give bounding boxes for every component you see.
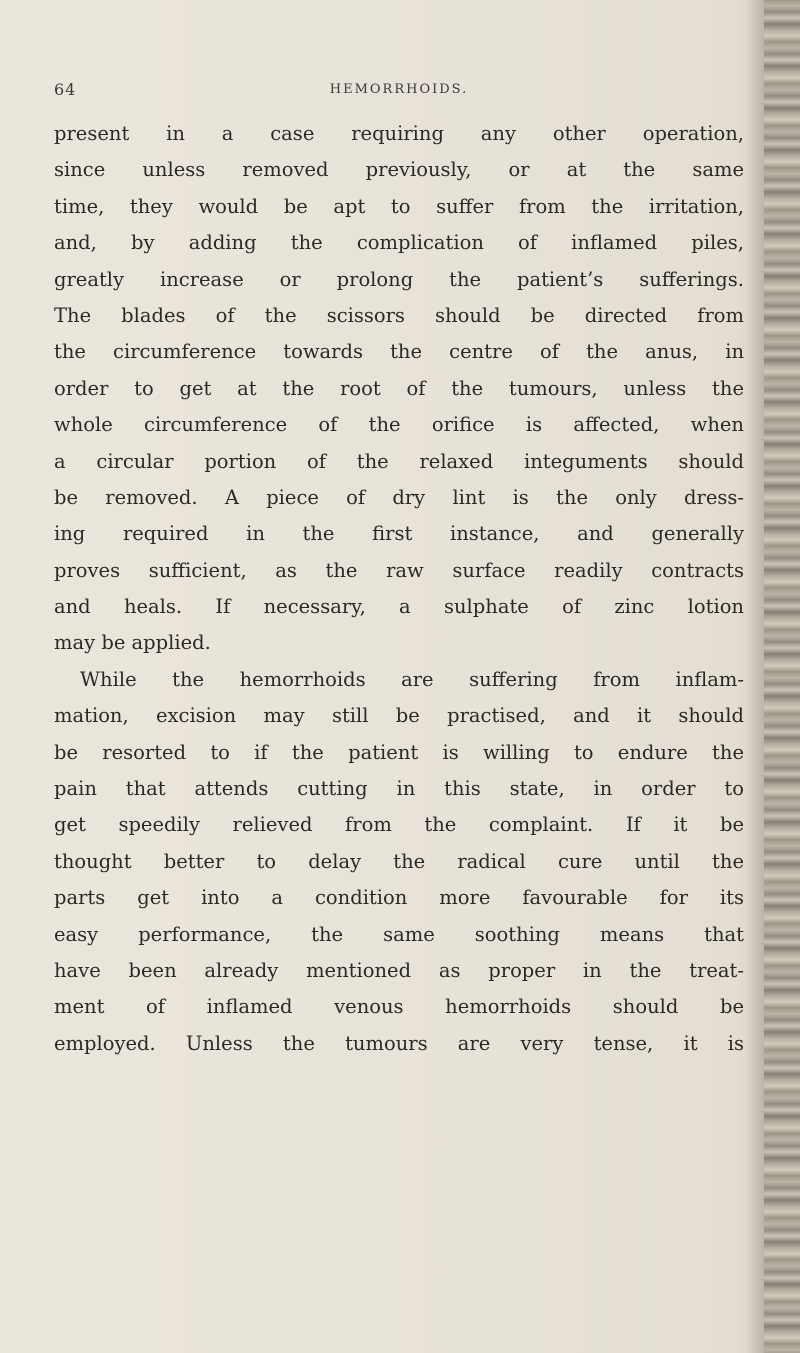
text-line: have been already mentioned as proper in the treat- (54, 958, 744, 982)
text-line: the circumference towards the centre of the anus, in (54, 340, 744, 364)
page-number: 64 (54, 80, 77, 99)
text-line: easy performance, the same soothing means that (54, 922, 744, 946)
text-line: mation, excision may still be practised, and it should (54, 704, 744, 728)
body-text (54, 116, 744, 1062)
page-edge (764, 0, 800, 1353)
running-head: HEMORRHOIDS. (329, 82, 469, 97)
paragraph-start-line: While the hemorrhoids are suffering from inflam- (80, 667, 744, 691)
text-line: get speedily relieved from the complaint. If it be (54, 813, 744, 837)
text-line: time, they would be apt to suffer from the irritation, (54, 194, 744, 218)
text-line: pain that attends cutting in this state, in order to (54, 777, 744, 801)
text-line: ing required in the first instance, and generally (54, 522, 744, 546)
page-header (54, 80, 744, 104)
text-line: present in a case requiring any other operation, (54, 122, 744, 145)
text-line: ment of inflamed venous hemorrhoids should be (54, 995, 744, 1019)
text-line: may be applied. (54, 631, 211, 655)
text-line: and heals. If necessary, a sulphate of zinc lotion (54, 595, 744, 619)
text-line: since unless removed previously, or at the same (54, 158, 744, 182)
text-line: employed. Unless the tumours are very tense, it is (54, 1031, 744, 1055)
text-line: be removed. A piece of dry lint is the only dress- (54, 485, 744, 509)
text-line: proves sufficient, as the raw surface readily contracts (54, 558, 744, 582)
text-line: be resorted to if the patient is willing to endure the (54, 740, 744, 764)
text-line: whole circumference of the orifice is affected, when (54, 413, 744, 437)
text-line: The blades of the scissors should be directed from (54, 303, 744, 327)
text-line: a circular portion of the relaxed integuments should (54, 449, 744, 473)
text-line: parts get into a condition more favourable for its (54, 886, 744, 910)
text-line: order to get at the root of the tumours, unless the (54, 376, 744, 400)
binding-shadow (746, 0, 764, 1353)
text-line: thought better to delay the radical cure until the (54, 849, 744, 873)
text-line: and, by adding the complication of inflamed piles, (54, 231, 744, 255)
text-line: greatly increase or prolong the patient’s sufferings. (54, 267, 744, 291)
